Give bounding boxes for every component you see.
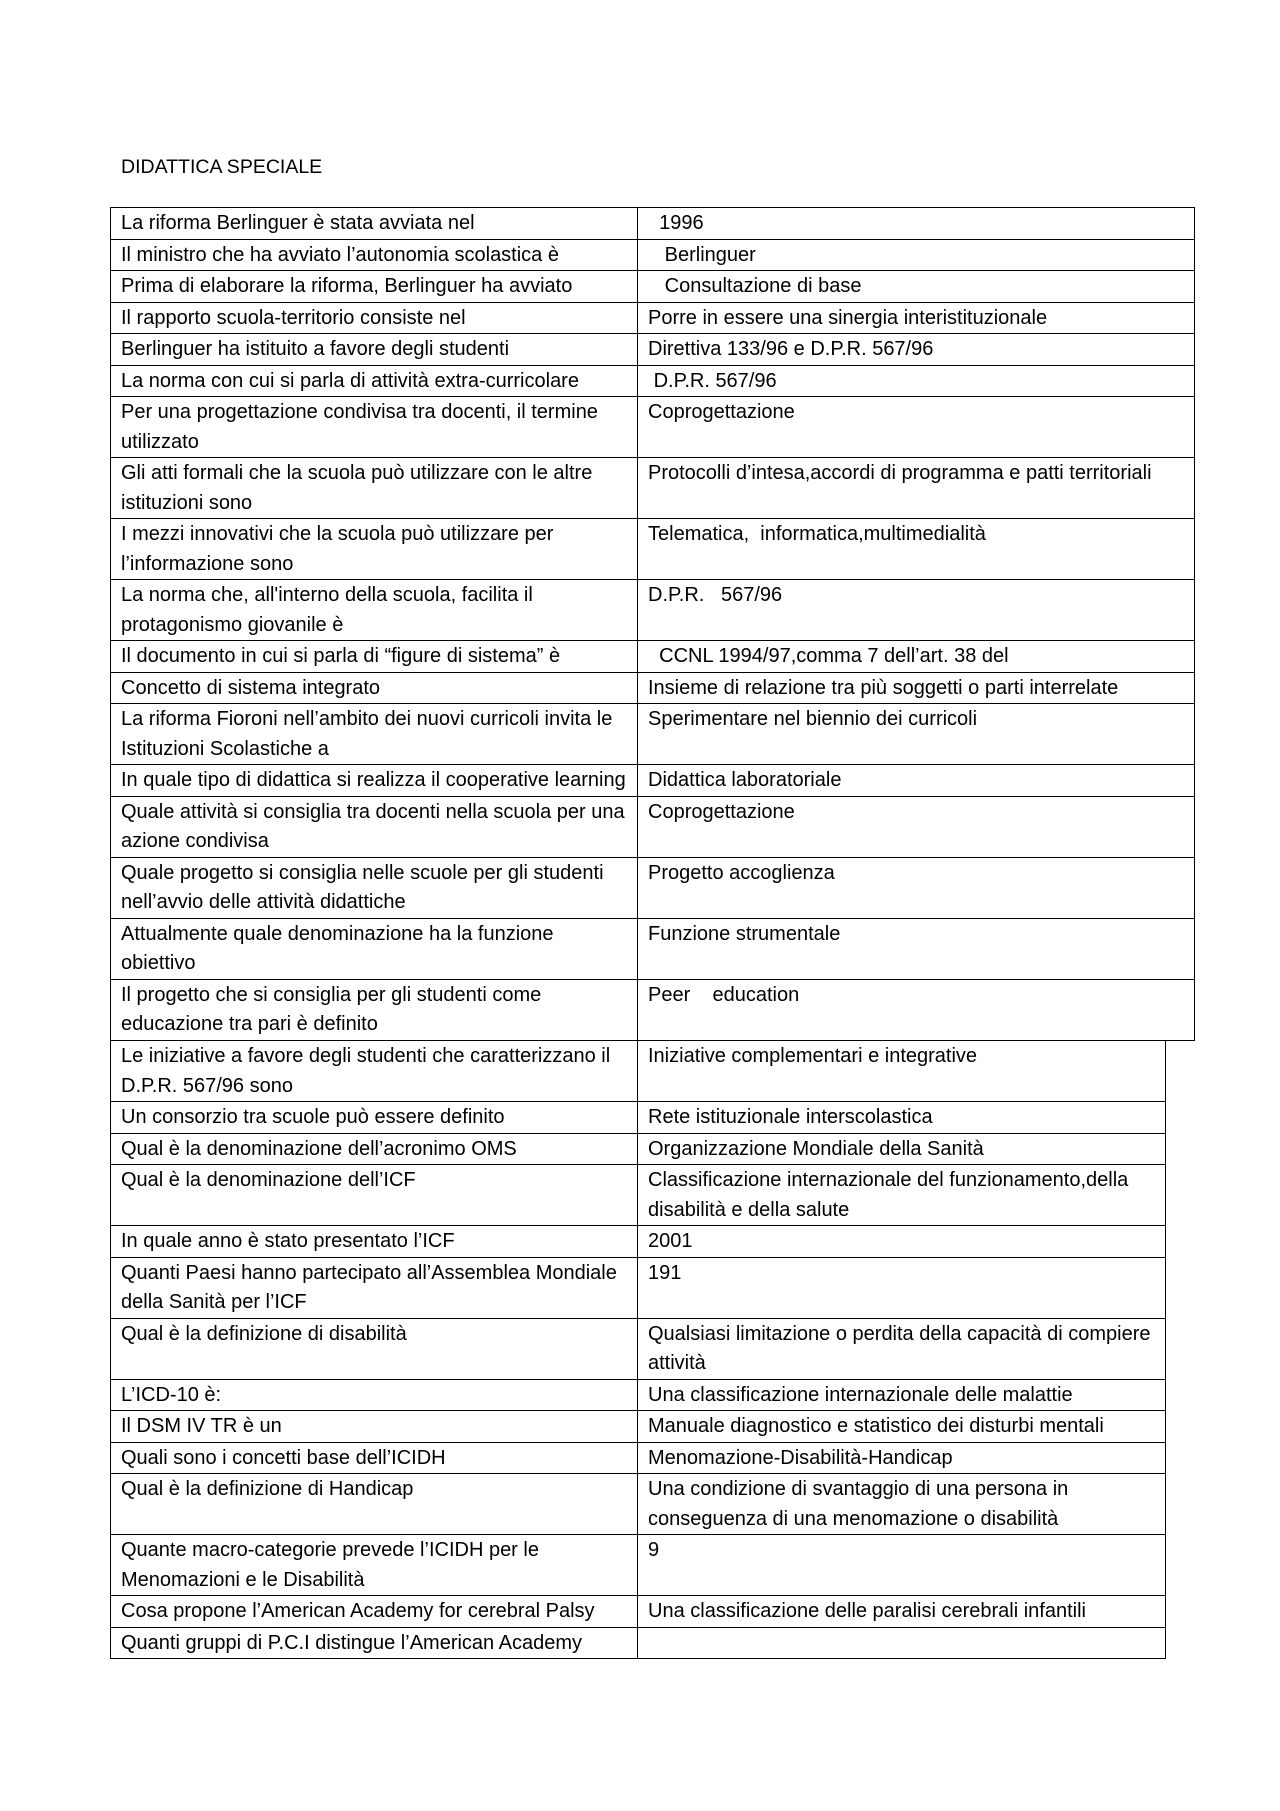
answer-cell: Classificazione internazionale del funzionamento,della disabilità e della salute [638,1165,1166,1226]
answer-cell: Una classificazione internazionale delle malattie [638,1379,1166,1411]
qa-table-body [111,1041,1166,1659]
page-title: DIDATTICA SPECIALE [121,156,323,178]
answer-cell: Manuale diagnostico e statistico dei disturbi mentali [638,1411,1166,1443]
answer-cell: Berlinguer [638,239,1195,271]
question-cell: Qual è la definizione di disabilità [111,1318,638,1379]
answer-cell: Sperimentare nel biennio dei curricoli [638,704,1195,765]
answer-cell: 191 [638,1257,1166,1318]
question-cell: La riforma Fioroni nell’ambito dei nuovi curricoli invita le Istituzioni Scolastiche a [111,704,638,765]
table-row [111,1535,1166,1596]
answer-cell: Rete istituzionale interscolastica [638,1102,1166,1134]
table-row [111,239,1195,271]
table-row [111,208,1195,240]
question-cell: Quante macro-categorie prevede l’ICIDH per le Menomazioni e le Disabilità [111,1535,638,1596]
answer-cell: CCNL 1994/97,comma 7 dell’art. 38 del [638,641,1195,673]
table-row [111,1474,1166,1535]
question-cell: Quale attività si consiglia tra docenti nella scuola per una azione condivisa [111,796,638,857]
table-row [111,857,1195,918]
answer-cell: Una condizione di svantaggio di una persona in conseguenza di una menomazione o disabilità [638,1474,1166,1535]
answer-cell: Qualsiasi limitazione o perdita della capacità di compiere attività [638,1318,1166,1379]
question-cell: La norma che, all'interno della scuola, facilita il protagonismo giovanile è [111,580,638,641]
question-cell: Quanti gruppi di P.C.I distingue l’American Academy [111,1627,638,1659]
answer-cell [638,1627,1166,1659]
answer-cell: Telematica, informatica,multimedialità [638,519,1195,580]
question-cell: In quale anno è stato presentato l’ICF [111,1226,638,1258]
question-cell: Prima di elaborare la riforma, Berlinguer ha avviato [111,271,638,303]
table-row [111,641,1195,673]
question-cell: La riforma Berlinguer è stata avviata nel [111,208,638,240]
question-cell: Cosa propone l’American Academy for cerebral Palsy [111,1596,638,1628]
table-row [111,1379,1166,1411]
qa-table-continued [110,1040,1166,1659]
table-row [111,271,1195,303]
answer-cell: Coprogettazione [638,397,1195,458]
question-cell: Qual è la denominazione dell’acronimo OMS [111,1133,638,1165]
question-cell: Il progetto che si consiglia per gli studenti come educazione tra pari è definito [111,979,638,1040]
table-row [111,1165,1166,1226]
answer-cell: Peer education [638,979,1195,1040]
qa-table [110,207,1195,1041]
question-cell: Il ministro che ha avviato l’autonomia scolastica è [111,239,638,271]
answer-cell: 2001 [638,1226,1166,1258]
qa-table-body [111,208,1195,1041]
answer-cell: Consultazione di base [638,271,1195,303]
answer-cell: Progetto accoglienza [638,857,1195,918]
question-cell: L’ICD-10 è: [111,1379,638,1411]
table-row [111,1442,1166,1474]
answer-cell: Porre in essere una sinergia interistituzionale [638,302,1195,334]
table-row [111,458,1195,519]
answer-cell: 9 [638,1535,1166,1596]
question-cell: Attualmente quale denominazione ha la funzione obiettivo [111,918,638,979]
question-cell: Un consorzio tra scuole può essere definito [111,1102,638,1134]
table-row [111,302,1195,334]
question-cell: I mezzi innovativi che la scuola può utilizzare per l’informazione sono [111,519,638,580]
table-row [111,580,1195,641]
table-row [111,1318,1166,1379]
answer-cell: Insieme di relazione tra più soggetti o parti interrelate [638,672,1195,704]
answer-cell: Iniziative complementari e integrative [638,1041,1166,1102]
question-cell: Per una progettazione condivisa tra docenti, il termine utilizzato [111,397,638,458]
answer-cell: Didattica laboratoriale [638,765,1195,797]
question-cell: Il DSM IV TR è un [111,1411,638,1443]
answer-cell: Menomazione-Disabilità-Handicap [638,1442,1166,1474]
table-row [111,1627,1166,1659]
answer-cell: Coprogettazione [638,796,1195,857]
answer-cell: D.P.R. 567/96 [638,365,1195,397]
table-row [111,334,1195,366]
table-row [111,1226,1166,1258]
question-cell: In quale tipo di didattica si realizza il cooperative learning [111,765,638,797]
table-row [111,1257,1166,1318]
table-row [111,704,1195,765]
table-row [111,672,1195,704]
question-cell: Quali sono i concetti base dell’ICIDH [111,1442,638,1474]
table-row [111,397,1195,458]
table-row [111,1596,1166,1628]
table-row [111,1133,1166,1165]
question-cell: La norma con cui si parla di attività extra-curricolare [111,365,638,397]
question-cell: Berlinguer ha istituito a favore degli studenti [111,334,638,366]
answer-cell: Organizzazione Mondiale della Sanità [638,1133,1166,1165]
table-row [111,979,1195,1040]
answer-cell: Protocolli d’intesa,accordi di programma e patti territoriali [638,458,1195,519]
answer-cell: 1996 [638,208,1195,240]
table-row [111,1102,1166,1134]
answer-cell: Una classificazione delle paralisi cerebrali infantili [638,1596,1166,1628]
table-row [111,765,1195,797]
question-cell: Quanti Paesi hanno partecipato all’Assemblea Mondiale della Sanità per l’ICF [111,1257,638,1318]
question-cell: Il documento in cui si parla di “figure di sistema” è [111,641,638,673]
table-row [111,918,1195,979]
question-cell: Le iniziative a favore degli studenti che caratterizzano il D.P.R. 567/96 sono [111,1041,638,1102]
table-row [111,365,1195,397]
table-row [111,519,1195,580]
question-cell: Concetto di sistema integrato [111,672,638,704]
question-cell: Quale progetto si consiglia nelle scuole per gli studenti nell’avvio delle attività didattiche [111,857,638,918]
answer-cell: Direttiva 133/96 e D.P.R. 567/96 [638,334,1195,366]
answer-cell: D.P.R. 567/96 [638,580,1195,641]
table-row [111,1041,1166,1102]
answer-cell: Funzione strumentale [638,918,1195,979]
question-cell: Qual è la denominazione dell’ICF [111,1165,638,1226]
table-row [111,1411,1166,1443]
table-row [111,796,1195,857]
question-cell: Il rapporto scuola-territorio consiste nel [111,302,638,334]
question-cell: Qual è la definizione di Handicap [111,1474,638,1535]
question-cell: Gli atti formali che la scuola può utilizzare con le altre istituzioni sono [111,458,638,519]
